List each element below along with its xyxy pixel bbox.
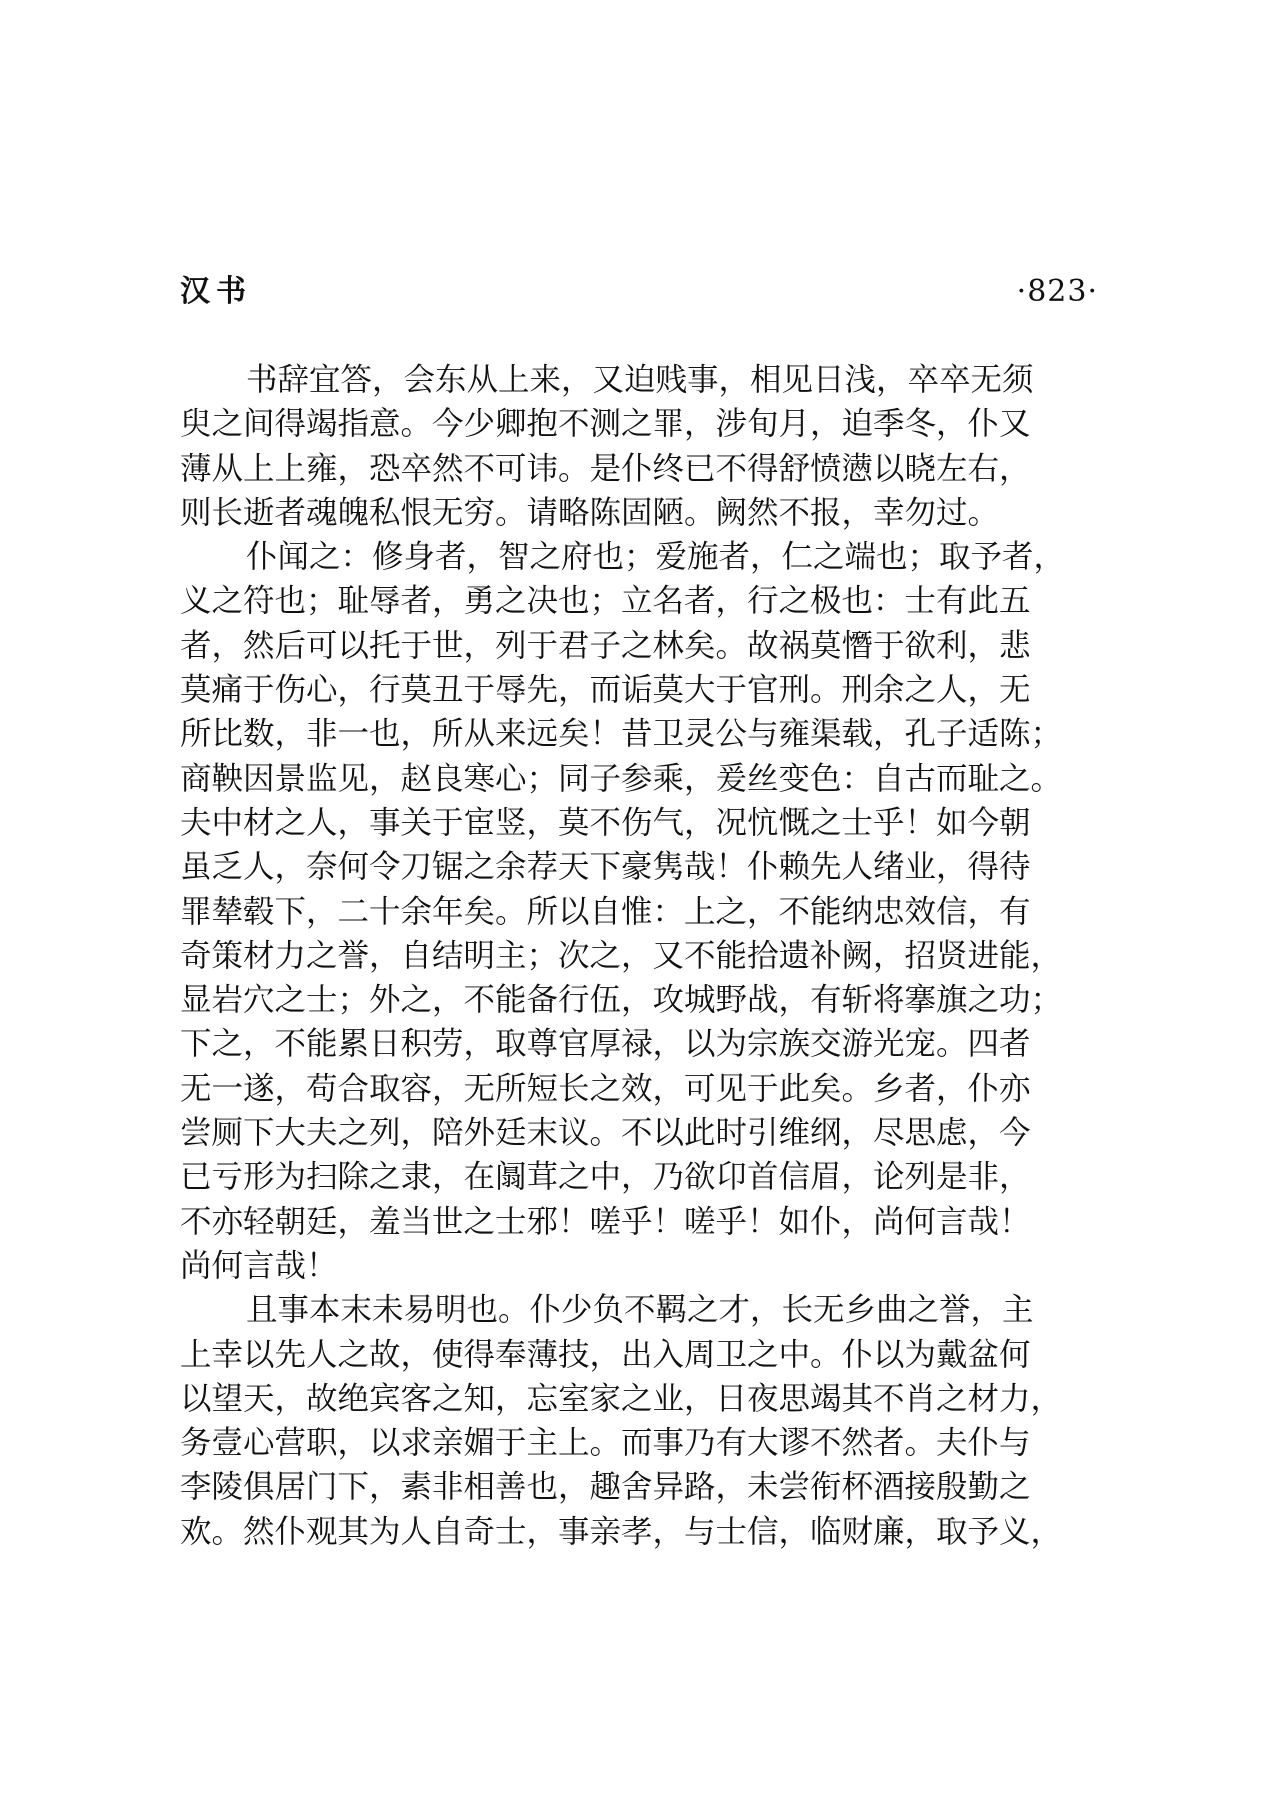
- page-body: [180, 358, 1100, 1554]
- text-line: 下之，不能累日积劳，取尊官厚禄，以为宗族交游光宠。四者: [180, 1026, 1031, 1063]
- text-line: 虽乏人，奈何令刀锯之余荐天下豪隽哉！仆赖先人绪业，得待: [180, 849, 1031, 886]
- text-line: 尝厕下大夫之列，陪外廷末议。不以此时引维纲，尽思虑，今: [180, 1115, 1031, 1152]
- paragraph-first-line: 书辞宜答，会东从上来，又迫贱事，相见日浅，卒卒无须: [246, 362, 1034, 398]
- text-line: 已亏形为扫除之隶，在阘茸之中，乃欲卬首信眉，论列是非，: [180, 1159, 1031, 1196]
- text-line: 显岩穴之士；外之，不能备行伍，攻城野战，有斩将搴旗之功；: [180, 982, 1063, 1019]
- paragraph-first-line: 且事本末未易明也。仆少负不羁之才，长无乡曲之誉，主: [246, 1292, 1034, 1329]
- text-line: 务壹心营职，以求亲媚于主上。而事乃有大谬不然者。夫仆与: [180, 1425, 1031, 1462]
- text-line: 李陵俱居门下，素非相善也，趣舍异路，未尝衔杯酒接殷勤之: [180, 1469, 1031, 1506]
- text-line: 薄从上上雍，恐卒然不可讳。是仆终已不得舒愤懑以晓左右，: [180, 450, 1031, 487]
- text-line: 臾之间得竭指意。今少卿抱不测之罪，涉旬月，迫季冬，仆又: [180, 406, 1031, 443]
- text-line: 尚何言哉！: [180, 1247, 338, 1284]
- text-line: 莫痛于伤心，行莫丑于辱先，而诟莫大于官刑。刑余之人，无: [180, 672, 1031, 709]
- page-number: ·823·: [1016, 274, 1098, 309]
- text-line: 夫中材之人，事关于宦竖，莫不伤气，况忼慨之士乎！如今朝: [180, 804, 1031, 841]
- text-line: 奇策材力之誉，自结明主；次之，又不能拾遗补阙，招贤进能，: [180, 937, 1063, 974]
- paragraph-first-line: 仆闻之：修身者，智之府也；爱施者，仁之端也；取予者，: [246, 539, 1066, 576]
- text-line: 不亦轻朝廷，羞当世之士邪！嗟乎！嗟乎！如仆，尚何言哉！: [180, 1203, 1031, 1240]
- book-title: 汉书: [180, 274, 252, 309]
- text-line: 义之符也；耻辱者，勇之决也；立名者，行之极也：士有此五: [180, 583, 1031, 620]
- text-line: 罪辇毂下，二十余年矣。所以自惟：上之，不能纳忠效信，有: [180, 893, 1031, 930]
- text-line: 无一遂，苟合取容，无所短长之效，可见于此矣。乡者，仆亦: [180, 1070, 1031, 1107]
- text-line: 上幸以先人之故，使得奉薄技，出入周卫之中。仆以为戴盆何: [180, 1336, 1031, 1373]
- text-line: 者，然后可以托于世，列于君子之林矣。故祸莫憯于欲利，悲: [180, 627, 1031, 664]
- text-line: 以望天，故绝宾客之知，忘室家之业，日夜思竭其不肖之材力，: [180, 1380, 1063, 1417]
- page-header: [180, 272, 1098, 320]
- text-line: 商鞅因景监见，赵良寒心；同子参乘，爰丝变色：自古而耻之。: [180, 760, 1063, 797]
- text-line: 则长逝者魂魄私恨无穷。请略陈固陋。阙然不报，幸勿过。: [180, 494, 1000, 531]
- text-line: 欢。然仆观其为人自奇士，事亲孝，与士信，临财廉，取予义，: [180, 1513, 1063, 1550]
- text-line: 所比数，非一也，所从来远矣！昔卫灵公与雍渠载，孔子适陈；: [180, 716, 1063, 753]
